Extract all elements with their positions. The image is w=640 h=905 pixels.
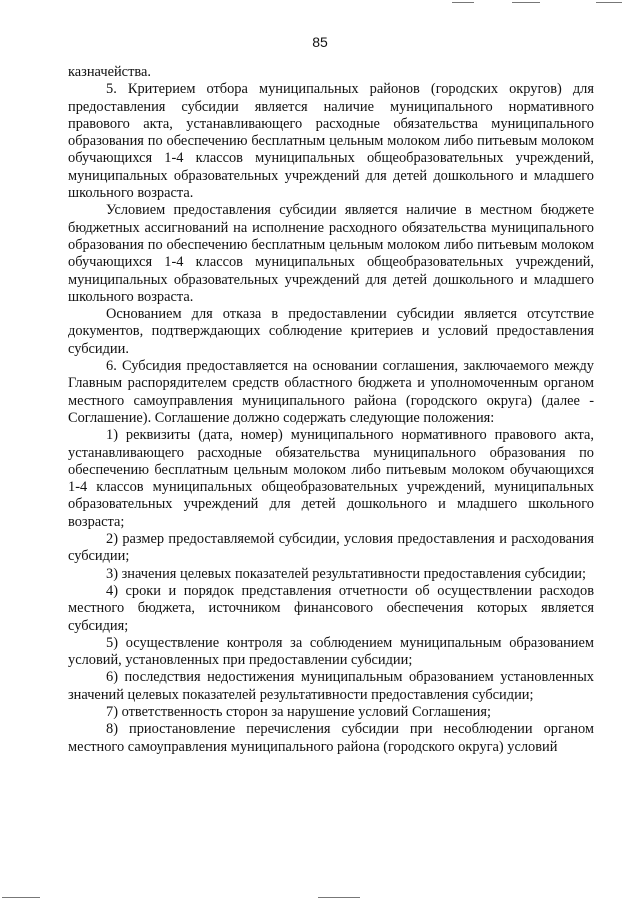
scan-mark-top-3 <box>596 2 622 3</box>
list-item-5: 5) осуществление контроля за соблюдением муниципальным образованием условий, установленных при предоставлении субсидии; <box>68 634 594 669</box>
paragraph-refusal-basis: Основанием для отказа в предоставлении субсидии является отсутствие документов, подтверждающих соблюдение критериев и условий предоставления субсидии. <box>68 306 594 357</box>
page-number: 85 <box>312 34 328 50</box>
list-item-6: 6) последствия недостижения муниципальным образованием установленных значений целевых показателей результативности предоставления субсидии; <box>68 669 594 703</box>
list-item-2: 2) размер предоставляемой субсидии, условия предоставления и расходования субсидии; <box>68 531 594 565</box>
list-item-4: 4) сроки и порядок представления отчетности об осуществлении расходов местного бюджета, источником финансового обеспечения которых является субсидия; <box>68 582 594 634</box>
list-item-8: 8) приостановление перечисления субсидии при несоблюдении органом местного самоуправления муниципального района (городского округа) условий <box>68 721 594 755</box>
list-item-3: 3) значения целевых показателей результативности предоставления субсидии; <box>106 565 586 582</box>
document-body <box>68 64 594 756</box>
list-item-1: 1) реквизиты (дата, номер) муниципального нормативного правового акта, устанавливающего расходные обязательства муниципального образования по обеспечению бесплатным цельным молоком либо питьевым молоком обучающихся 1-4 классов муниципальных общеобразовательных учреждений, муниципальных образовательных учреждений для детей дошкольного и младшего школьного возраста; <box>68 427 594 530</box>
paragraph-continuation: казначейства. <box>68 64 151 80</box>
scan-mark-top-2 <box>512 2 540 3</box>
list-item-7: 7) ответственность сторон за нарушение условий Соглашения; <box>106 703 491 720</box>
scan-mark-bottom-2 <box>318 897 360 898</box>
paragraph-item-5-criteria: 5. Критерием отбора муниципальных районов (городских округов) для предоставления субсидии является наличие муниципального нормативного правового акта, устанавливающего расходные обязательства муниципального образования по обеспечению бесплатным цельным молоком либо питьевым молоком обучающихся 1-4 классов муниципальных общеобразовательных учреждений, муниципальных образовательных учреждений для детей дошкольного и младшего школьного возраста. <box>68 81 594 202</box>
paragraph-condition: Условием предоставления субсидии является наличие в местном бюджете бюджетных ассигнований на исполнение расходного обязательства муниципального образования по обеспечению бесплатным цельным молоком либо питьевым молоком обучающихся 1-4 классов муниципальных общеобразовательных учреждений, муниципальных образовательных учреждений для детей дошкольного и младшего школьного возраста. <box>68 202 594 305</box>
scan-mark-bottom-1 <box>2 897 40 898</box>
scan-mark-top-1 <box>452 2 474 3</box>
paragraph-item-6-agreement: 6. Субсидия предоставляется на основании соглашения, заключаемого между Главным распорядителем средств областного бюджета и уполномоченным органом местного самоуправления муниципального района (городского округа) (далее - Соглашение). Соглашение должно содержать следующие положения: <box>68 358 594 426</box>
